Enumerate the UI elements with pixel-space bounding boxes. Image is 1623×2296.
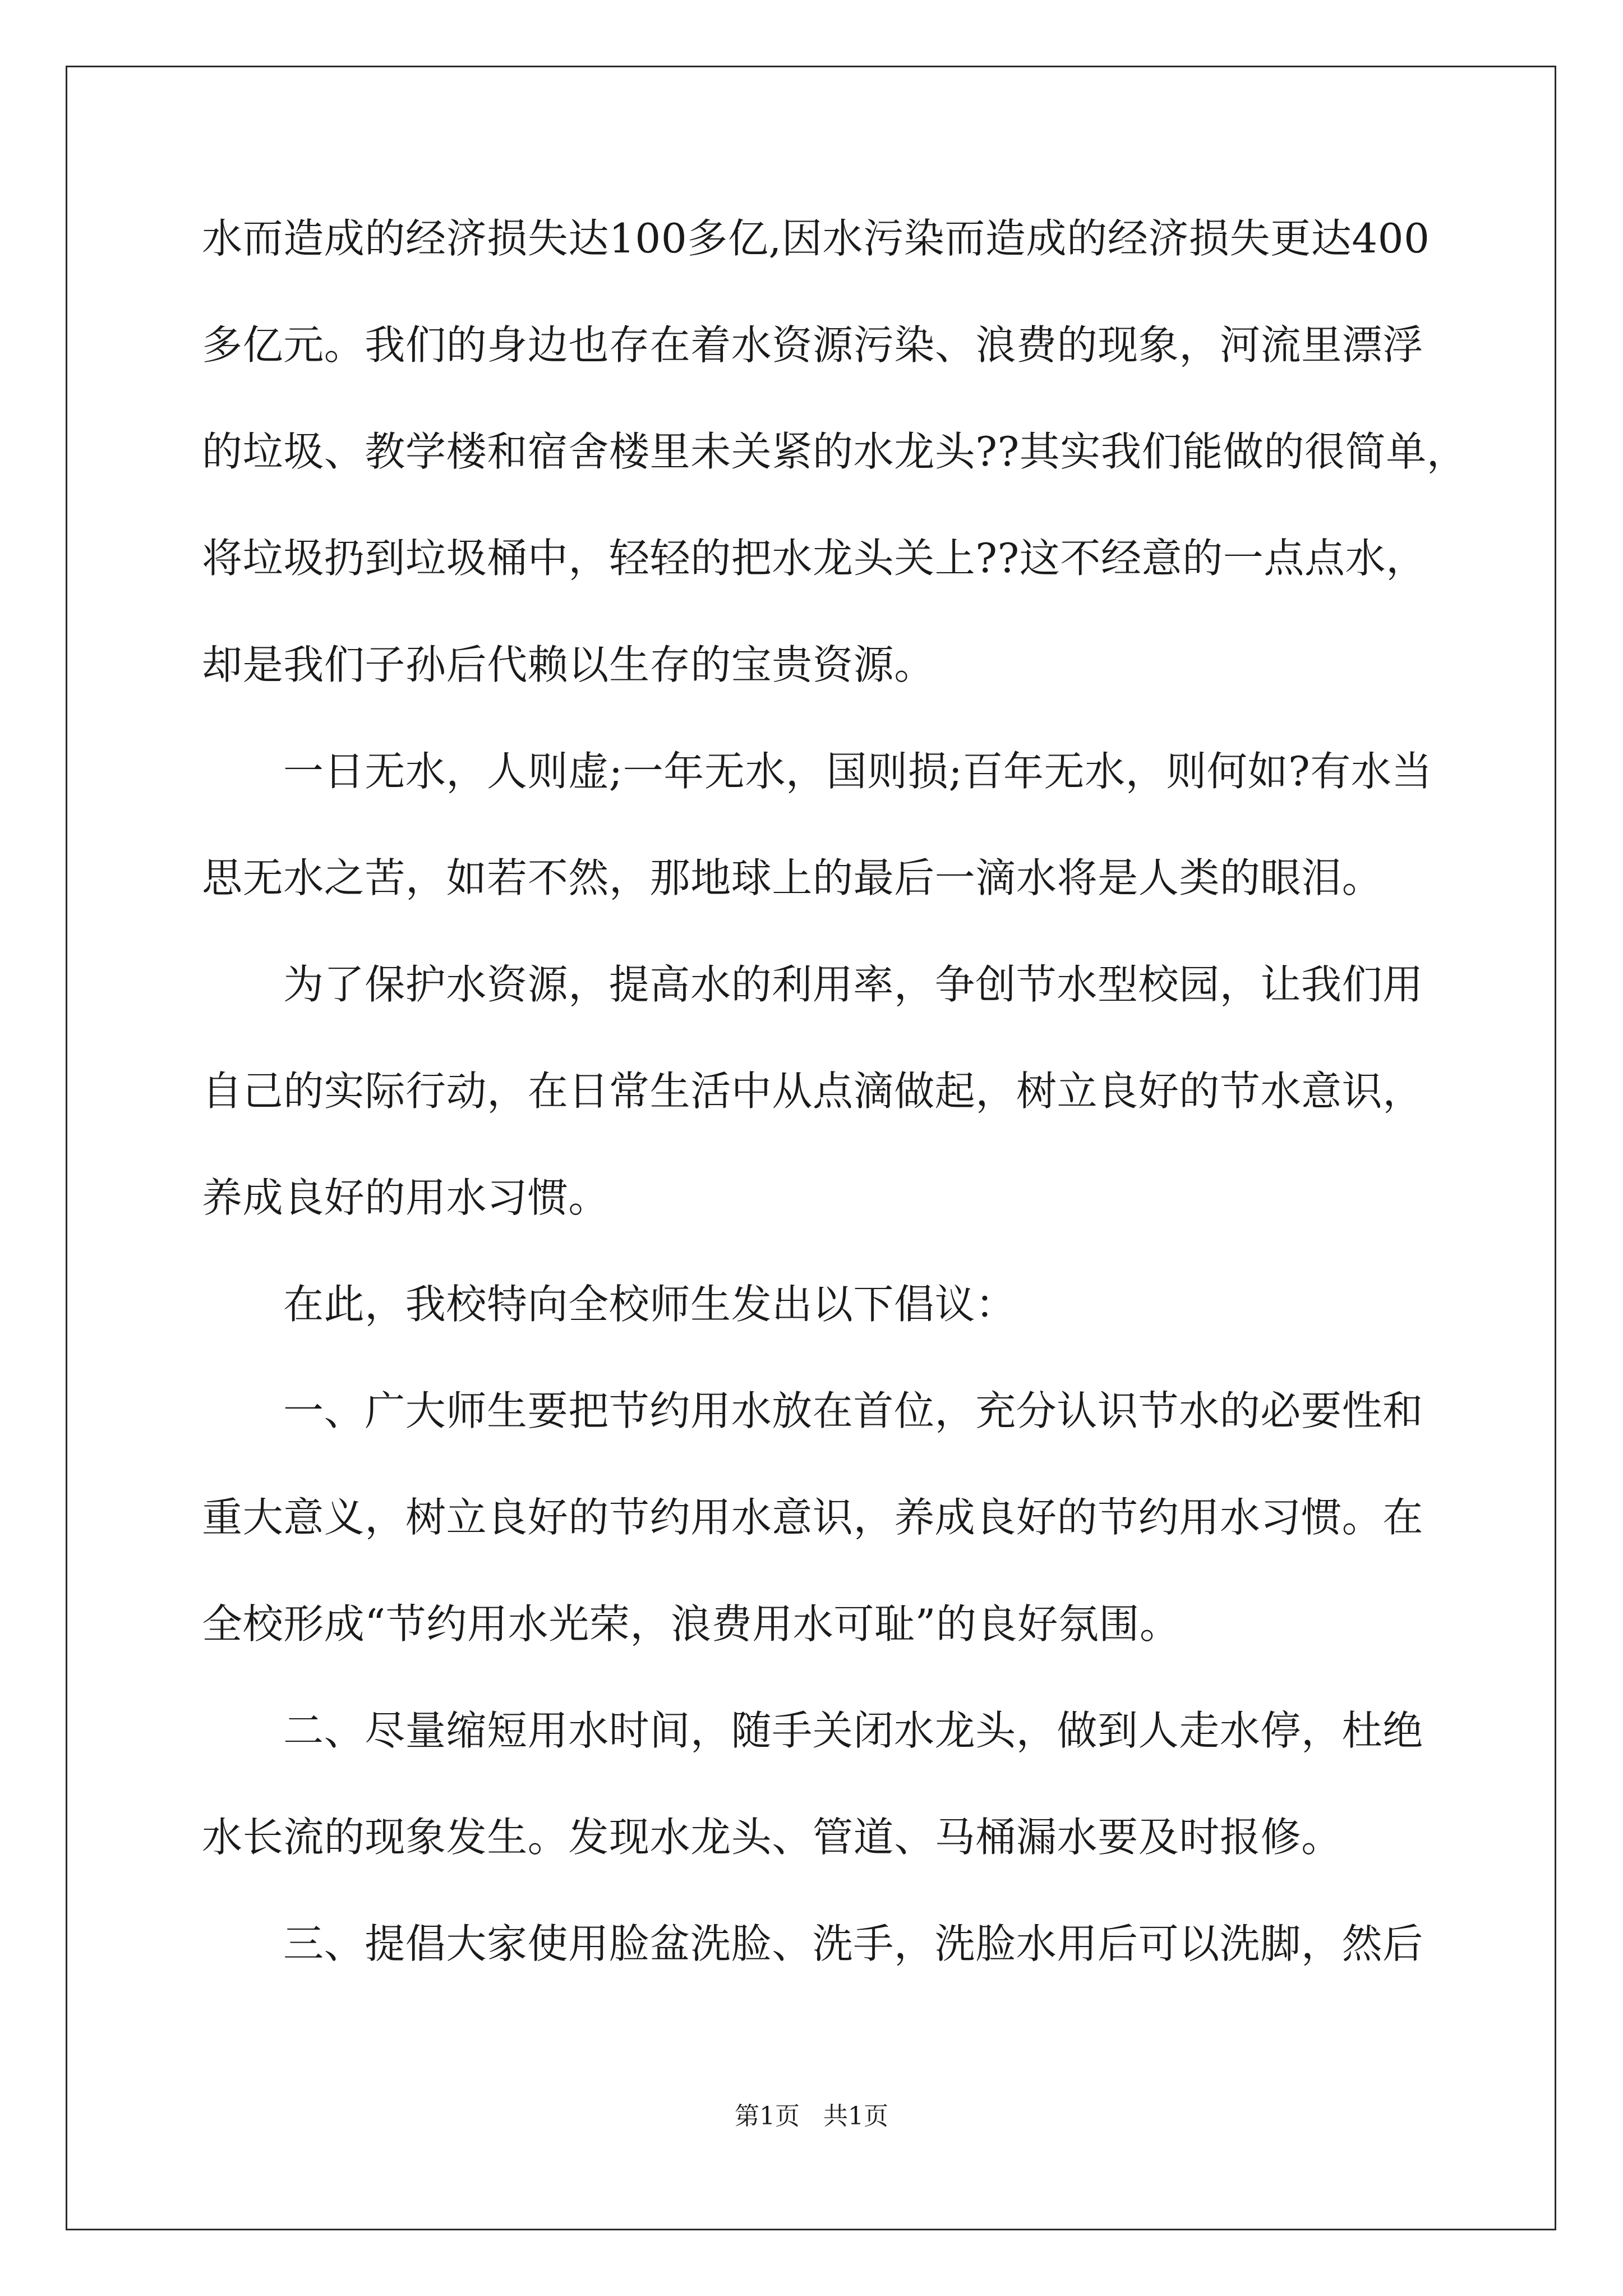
paragraph-first-line: 在此，我校特向全校师生发出以下倡议： bbox=[283, 1281, 1016, 1328]
page-total: 共1页 bbox=[823, 2102, 888, 2131]
page-border bbox=[66, 66, 1556, 2230]
text-line: 养成良好的用水习惯。 bbox=[202, 1174, 610, 1221]
text-line: 多亿元。我们的身边也存在着水资源污染、浪费的现象，河流里漂浮 bbox=[202, 321, 1424, 369]
text-line: 思无水之苦，如若不然，那地球上的最后一滴水将是人类的眼泪。 bbox=[202, 854, 1383, 901]
text-line: 却是我们子孙后代赖以生存的宝贵资源。 bbox=[202, 641, 935, 688]
text-line: 自己的实际行动，在日常生活中从点滴做起，树立良好的节水意识， bbox=[202, 1068, 1424, 1115]
page-footer bbox=[0, 2101, 1623, 2132]
text-line: 的垃圾、教学楼和宿舍楼里未关紧的水龙头??其实我们能做的很简单， bbox=[202, 428, 1468, 475]
page-number: 第1页 bbox=[735, 2102, 800, 2131]
text-line: 水而造成的经济损失达100多亿,因水污染而造成的经济损失更达400 bbox=[202, 215, 1430, 262]
text-line: 将垃圾扔到垃圾桶中，轻轻的把水龙头关上??这不经意的一点点水， bbox=[202, 535, 1427, 582]
paragraph-first-line: 一日无水，人则虚;一年无水，国则损;百年无水，则何如?有水当 bbox=[283, 748, 1433, 795]
text-line: 水长流的现象发生。发现水龙头、管道、马桶漏水要及时报修。 bbox=[202, 1814, 1342, 1861]
paragraph-first-line: 一、广大师生要把节约用水放在首位，充分认识节水的必要性和 bbox=[283, 1387, 1423, 1434]
text-line: 重大意义，树立良好的节约用水意识，养成良好的节约用水习惯。在 bbox=[202, 1494, 1424, 1541]
text-line: 全校形成“节约用水光荣，浪费用水可耻”的良好氛围。 bbox=[202, 1600, 1181, 1648]
paragraph-first-line: 为了保护水资源，提高水的利用率，争创节水型校园，让我们用 bbox=[283, 961, 1423, 1008]
paragraph-first-line: 二、尽量缩短用水时间，随手关闭水龙头，做到人走水停，杜绝 bbox=[283, 1707, 1423, 1754]
paragraph-first-line: 三、提倡大家使用脸盆洗脸、洗手，洗脸水用后可以洗脚，然后 bbox=[283, 1920, 1423, 1967]
